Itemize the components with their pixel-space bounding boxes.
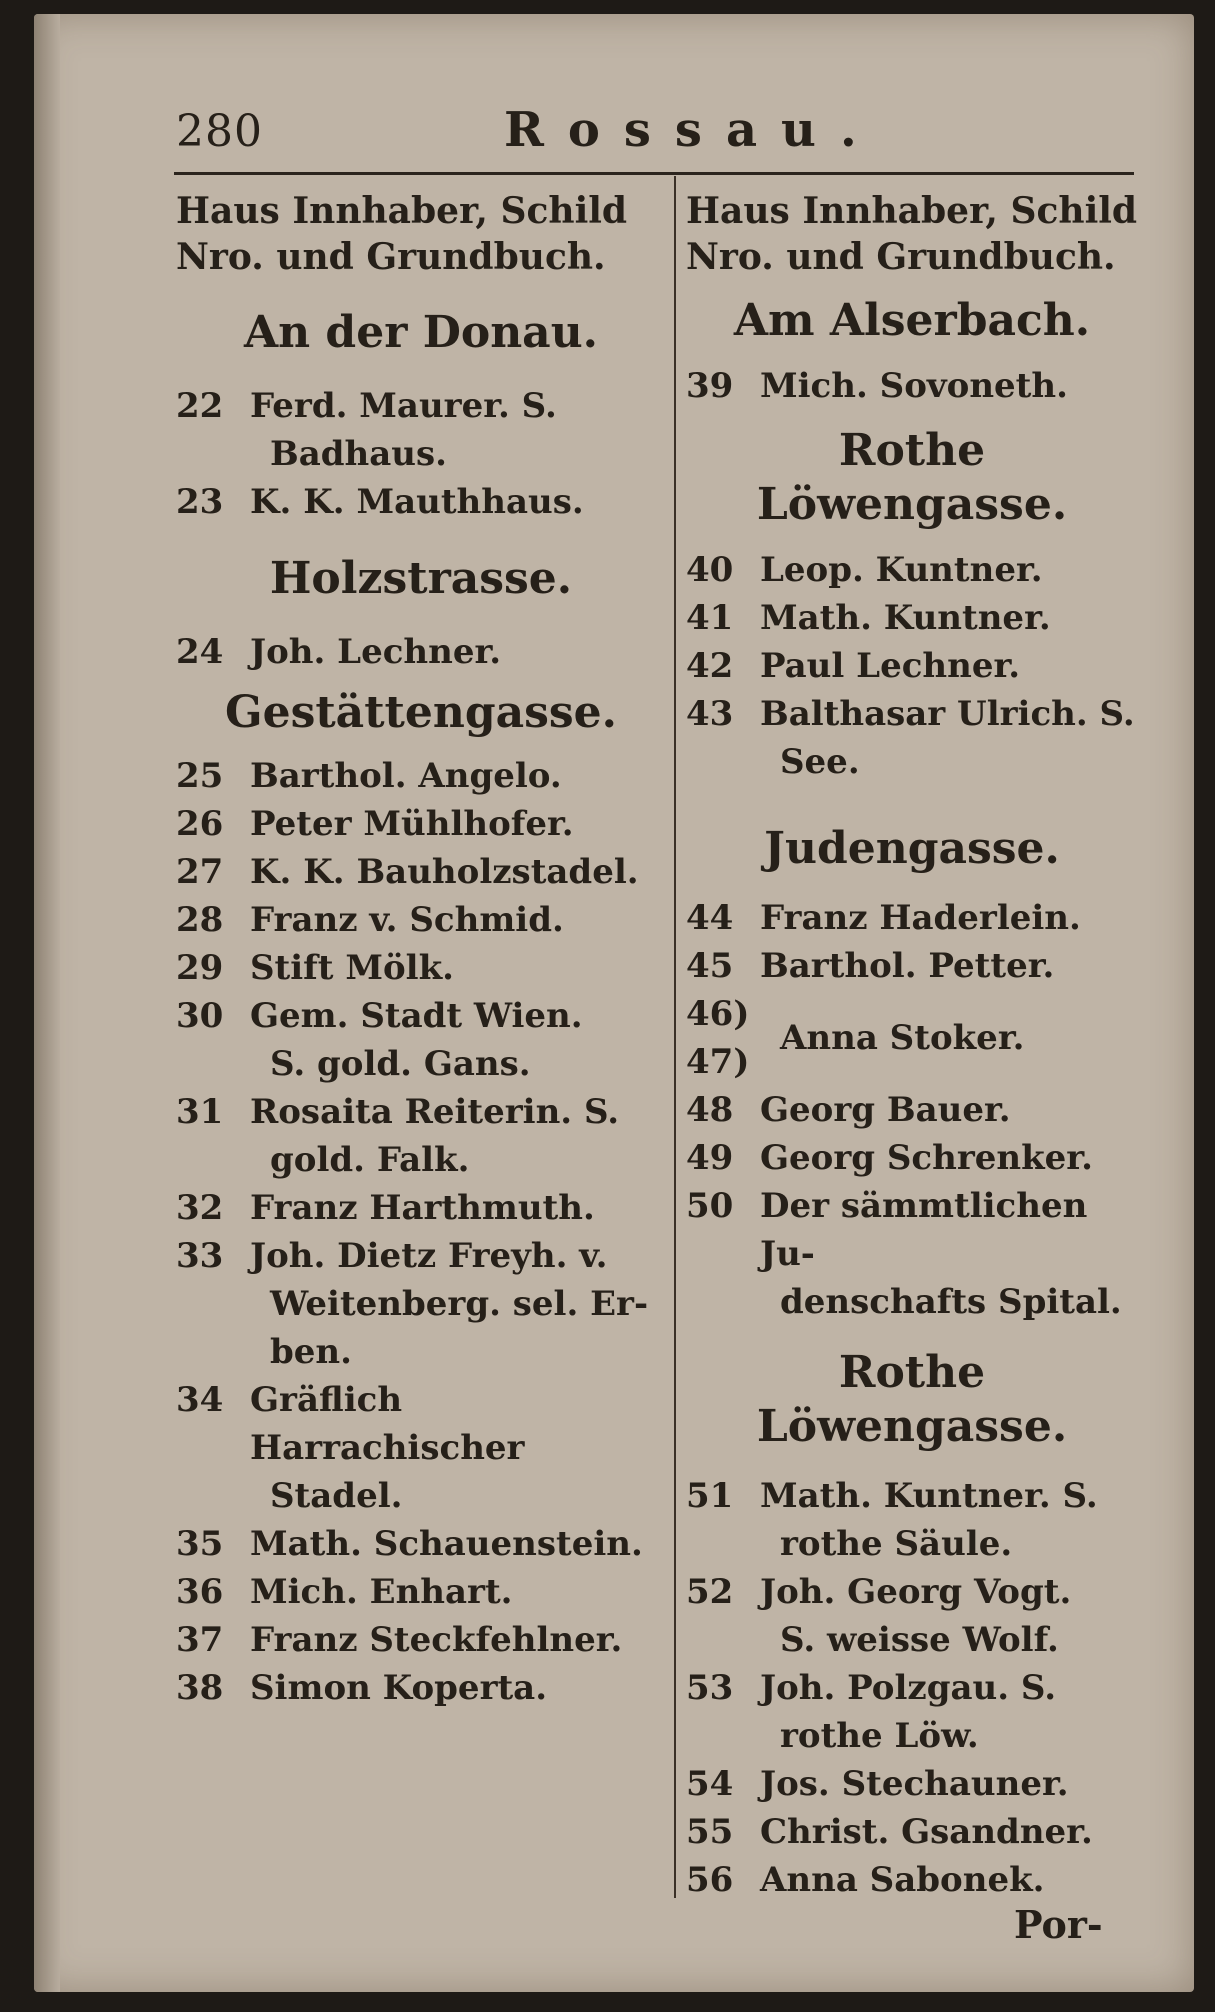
- house-number: 37: [176, 1620, 224, 1660]
- entry-row: [686, 690, 1138, 786]
- entry-line: Stadel.: [270, 1476, 403, 1516]
- entry-row: [176, 382, 666, 478]
- entry-line: Math. Kuntner. S.: [760, 1476, 1098, 1516]
- column-header-line: Nro. und Grundbuch.: [176, 236, 606, 278]
- house-number: 34: [176, 1380, 224, 1420]
- entry-text: Anna Sabonek.: [760, 1860, 1045, 1900]
- entry-line: gold. Falk.: [270, 1140, 470, 1180]
- entry-line: Gem. Stadt Wien.: [250, 996, 583, 1036]
- entry-text: Mich. Sovoneth.: [760, 366, 1068, 406]
- entry-text: Franz v. Schmid.: [250, 900, 564, 940]
- entry-line: Gräflich Harrachischer: [250, 1380, 525, 1468]
- house-number: 45: [686, 946, 734, 986]
- entry-line: Ferd. Maurer. S.: [250, 386, 557, 426]
- entry-text: [250, 1232, 666, 1376]
- entry-text: [760, 1182, 1138, 1326]
- entry-text: Georg Bauer.: [760, 1090, 1011, 1130]
- street-heading: Judengasse.: [764, 823, 1060, 874]
- entry-row: [686, 546, 1138, 594]
- entry-line: Rosaita Reiterin. S.: [250, 1092, 620, 1132]
- column-header-line: Nro. und Grundbuch.: [686, 236, 1116, 278]
- entry-row: [686, 894, 1138, 942]
- entry-text: Franz Steckfehlner.: [250, 1620, 623, 1660]
- house-number: 47): [686, 1042, 750, 1082]
- entry-line: Joh. Dietz Freyh. v.: [250, 1236, 608, 1276]
- house-number: 26: [176, 804, 224, 844]
- entry-line: Joh. Georg Vogt.: [760, 1572, 1072, 1612]
- house-number: 44: [686, 898, 734, 938]
- house-number: 56: [686, 1860, 734, 1900]
- entry-text: K. K. Bauholzstadel.: [250, 852, 639, 892]
- house-number: 32: [176, 1188, 224, 1228]
- entry-text: Joh. Lechner.: [250, 632, 502, 672]
- entry-line: Joh. Polzgau. S.: [760, 1668, 1057, 1708]
- entry-row: [176, 1376, 666, 1520]
- house-number: 51: [686, 1476, 734, 1516]
- street-heading: Am Alserbach.: [733, 295, 1091, 346]
- entry-text: Leop. Kuntner.: [760, 550, 1043, 590]
- entry-line: See.: [780, 742, 860, 782]
- entry-row: [686, 942, 1138, 990]
- house-number: 49: [686, 1138, 734, 1178]
- entry-line: Balthasar Ulrich. S.: [760, 694, 1135, 734]
- house-number: 25: [176, 756, 224, 796]
- entry-row: [686, 1808, 1138, 1856]
- entry-text: [250, 382, 666, 478]
- column-header-line: Haus Innhaber, Schild: [176, 190, 628, 232]
- house-number: 39: [686, 366, 734, 406]
- house-number: 27: [176, 852, 224, 892]
- entry-row: [176, 1520, 666, 1568]
- entry-text: [760, 1472, 1138, 1568]
- house-number: 42: [686, 646, 734, 686]
- entry-row: [176, 478, 666, 526]
- entry-text: Georg Schrenker.: [760, 1138, 1093, 1178]
- entry-line: rothe Säule.: [780, 1524, 1013, 1564]
- entry-row: [176, 1232, 666, 1376]
- entry-row: [686, 1568, 1138, 1664]
- entry-row: [686, 1134, 1138, 1182]
- entry-line: Der sämmtlichen Ju-: [760, 1186, 1088, 1274]
- house-number: 46): [686, 994, 750, 1034]
- running-head: Rossau.: [504, 102, 881, 158]
- entry-line: Weitenberg. sel. Er-: [270, 1284, 649, 1324]
- entry-line: rothe Löw.: [780, 1716, 979, 1756]
- entry-row: [686, 1182, 1138, 1326]
- entry-text: Anna Stoker.: [780, 1018, 1025, 1058]
- entry-row: [176, 1616, 666, 1664]
- entry-row: [176, 1568, 666, 1616]
- house-number: 41: [686, 598, 734, 638]
- entry-line: S. weisse Wolf.: [780, 1620, 1059, 1660]
- house-number: 30: [176, 996, 224, 1036]
- entry-row: [686, 1856, 1138, 1904]
- book-page: [34, 14, 1194, 1992]
- page-number: 280: [176, 106, 263, 157]
- entry-text: K. K. Mauthhaus.: [250, 482, 584, 522]
- entry-text: Math. Schauenstein.: [250, 1524, 643, 1564]
- house-number: 40: [686, 550, 734, 590]
- entry-text: Simon Koperta.: [250, 1668, 548, 1708]
- page-spine-shadow: [34, 14, 60, 1992]
- house-number: 29: [176, 948, 224, 988]
- house-number: 52: [686, 1572, 734, 1612]
- house-number: 36: [176, 1572, 224, 1612]
- house-number: 22: [176, 386, 224, 426]
- entry-text: [250, 1376, 666, 1520]
- house-number: 50: [686, 1186, 734, 1226]
- house-number: 38: [176, 1668, 224, 1708]
- entry-text: Christ. Gsandner.: [760, 1812, 1093, 1852]
- street-heading: Rothe Löwengasse.: [756, 1347, 1068, 1452]
- entry-line: Badhaus.: [270, 434, 447, 474]
- entry-text: Math. Kuntner.: [760, 598, 1051, 638]
- left-column: [176, 188, 666, 1712]
- house-number: 35: [176, 1524, 224, 1564]
- bracketed-house-numbers: [686, 990, 766, 1086]
- entry-text: Franz Haderlein.: [760, 898, 1081, 938]
- house-number: 55: [686, 1812, 734, 1852]
- entry-row: [176, 1088, 666, 1184]
- entry-row: [686, 362, 1138, 410]
- house-number: 33: [176, 1236, 224, 1276]
- house-number: 31: [176, 1092, 224, 1132]
- entry-text: Jos. Stechauner.: [760, 1764, 1069, 1804]
- entry-text: Peter Mühlhofer.: [250, 804, 574, 844]
- entry-text: Stift Mölk.: [250, 948, 454, 988]
- header-rule: [174, 172, 1134, 175]
- entry-text: Paul Lechner.: [760, 646, 1021, 686]
- column-header-line: Haus Innhaber, Schild: [686, 190, 1138, 232]
- entry-row: [176, 628, 666, 676]
- entry-line: denschafts Spital.: [780, 1282, 1122, 1322]
- right-column: [686, 188, 1138, 1904]
- street-heading: Rothe Löwengasse.: [756, 425, 1068, 530]
- entry-row: [176, 944, 666, 992]
- catchword: Por-: [1014, 1902, 1103, 1947]
- bracketed-entry-row: [686, 990, 1138, 1086]
- entry-text: Barthol. Angelo.: [250, 756, 562, 796]
- entry-text: [760, 690, 1138, 786]
- entry-row: [176, 896, 666, 944]
- entry-line: ben.: [270, 1332, 352, 1372]
- entry-row: [686, 1472, 1138, 1568]
- house-number: 43: [686, 694, 734, 734]
- entry-text: [250, 992, 666, 1088]
- house-number: 28: [176, 900, 224, 940]
- entry-line: S. gold. Gans.: [270, 1044, 531, 1084]
- house-number: 24: [176, 632, 224, 672]
- entry-row: [686, 1086, 1138, 1134]
- entry-row: [176, 752, 666, 800]
- entry-row: [686, 594, 1138, 642]
- entry-row: [686, 1760, 1138, 1808]
- entry-row: [686, 1664, 1138, 1760]
- entry-row: [176, 1664, 666, 1712]
- house-number: 23: [176, 482, 224, 522]
- entry-row: [176, 992, 666, 1088]
- house-number: 53: [686, 1668, 734, 1708]
- house-number: 54: [686, 1764, 734, 1804]
- column-divider: [674, 176, 676, 1898]
- entry-row: [686, 642, 1138, 690]
- entry-text: [760, 1664, 1138, 1760]
- entry-row: [176, 800, 666, 848]
- street-heading: An der Donau.: [243, 307, 599, 358]
- street-heading: Gestättengasse.: [225, 687, 617, 738]
- street-heading: Holzstrasse.: [269, 553, 573, 604]
- entry-text: Franz Harthmuth.: [250, 1188, 595, 1228]
- column-header-right: [686, 188, 1138, 280]
- house-number: 48: [686, 1090, 734, 1130]
- entry-text: Mich. Enhart.: [250, 1572, 513, 1612]
- entry-row: [176, 848, 666, 896]
- entry-text: [250, 1088, 666, 1184]
- column-header-left: [176, 188, 666, 280]
- entry-row: [176, 1184, 666, 1232]
- entry-text: [760, 1568, 1138, 1664]
- entry-text: Barthol. Petter.: [760, 946, 1055, 986]
